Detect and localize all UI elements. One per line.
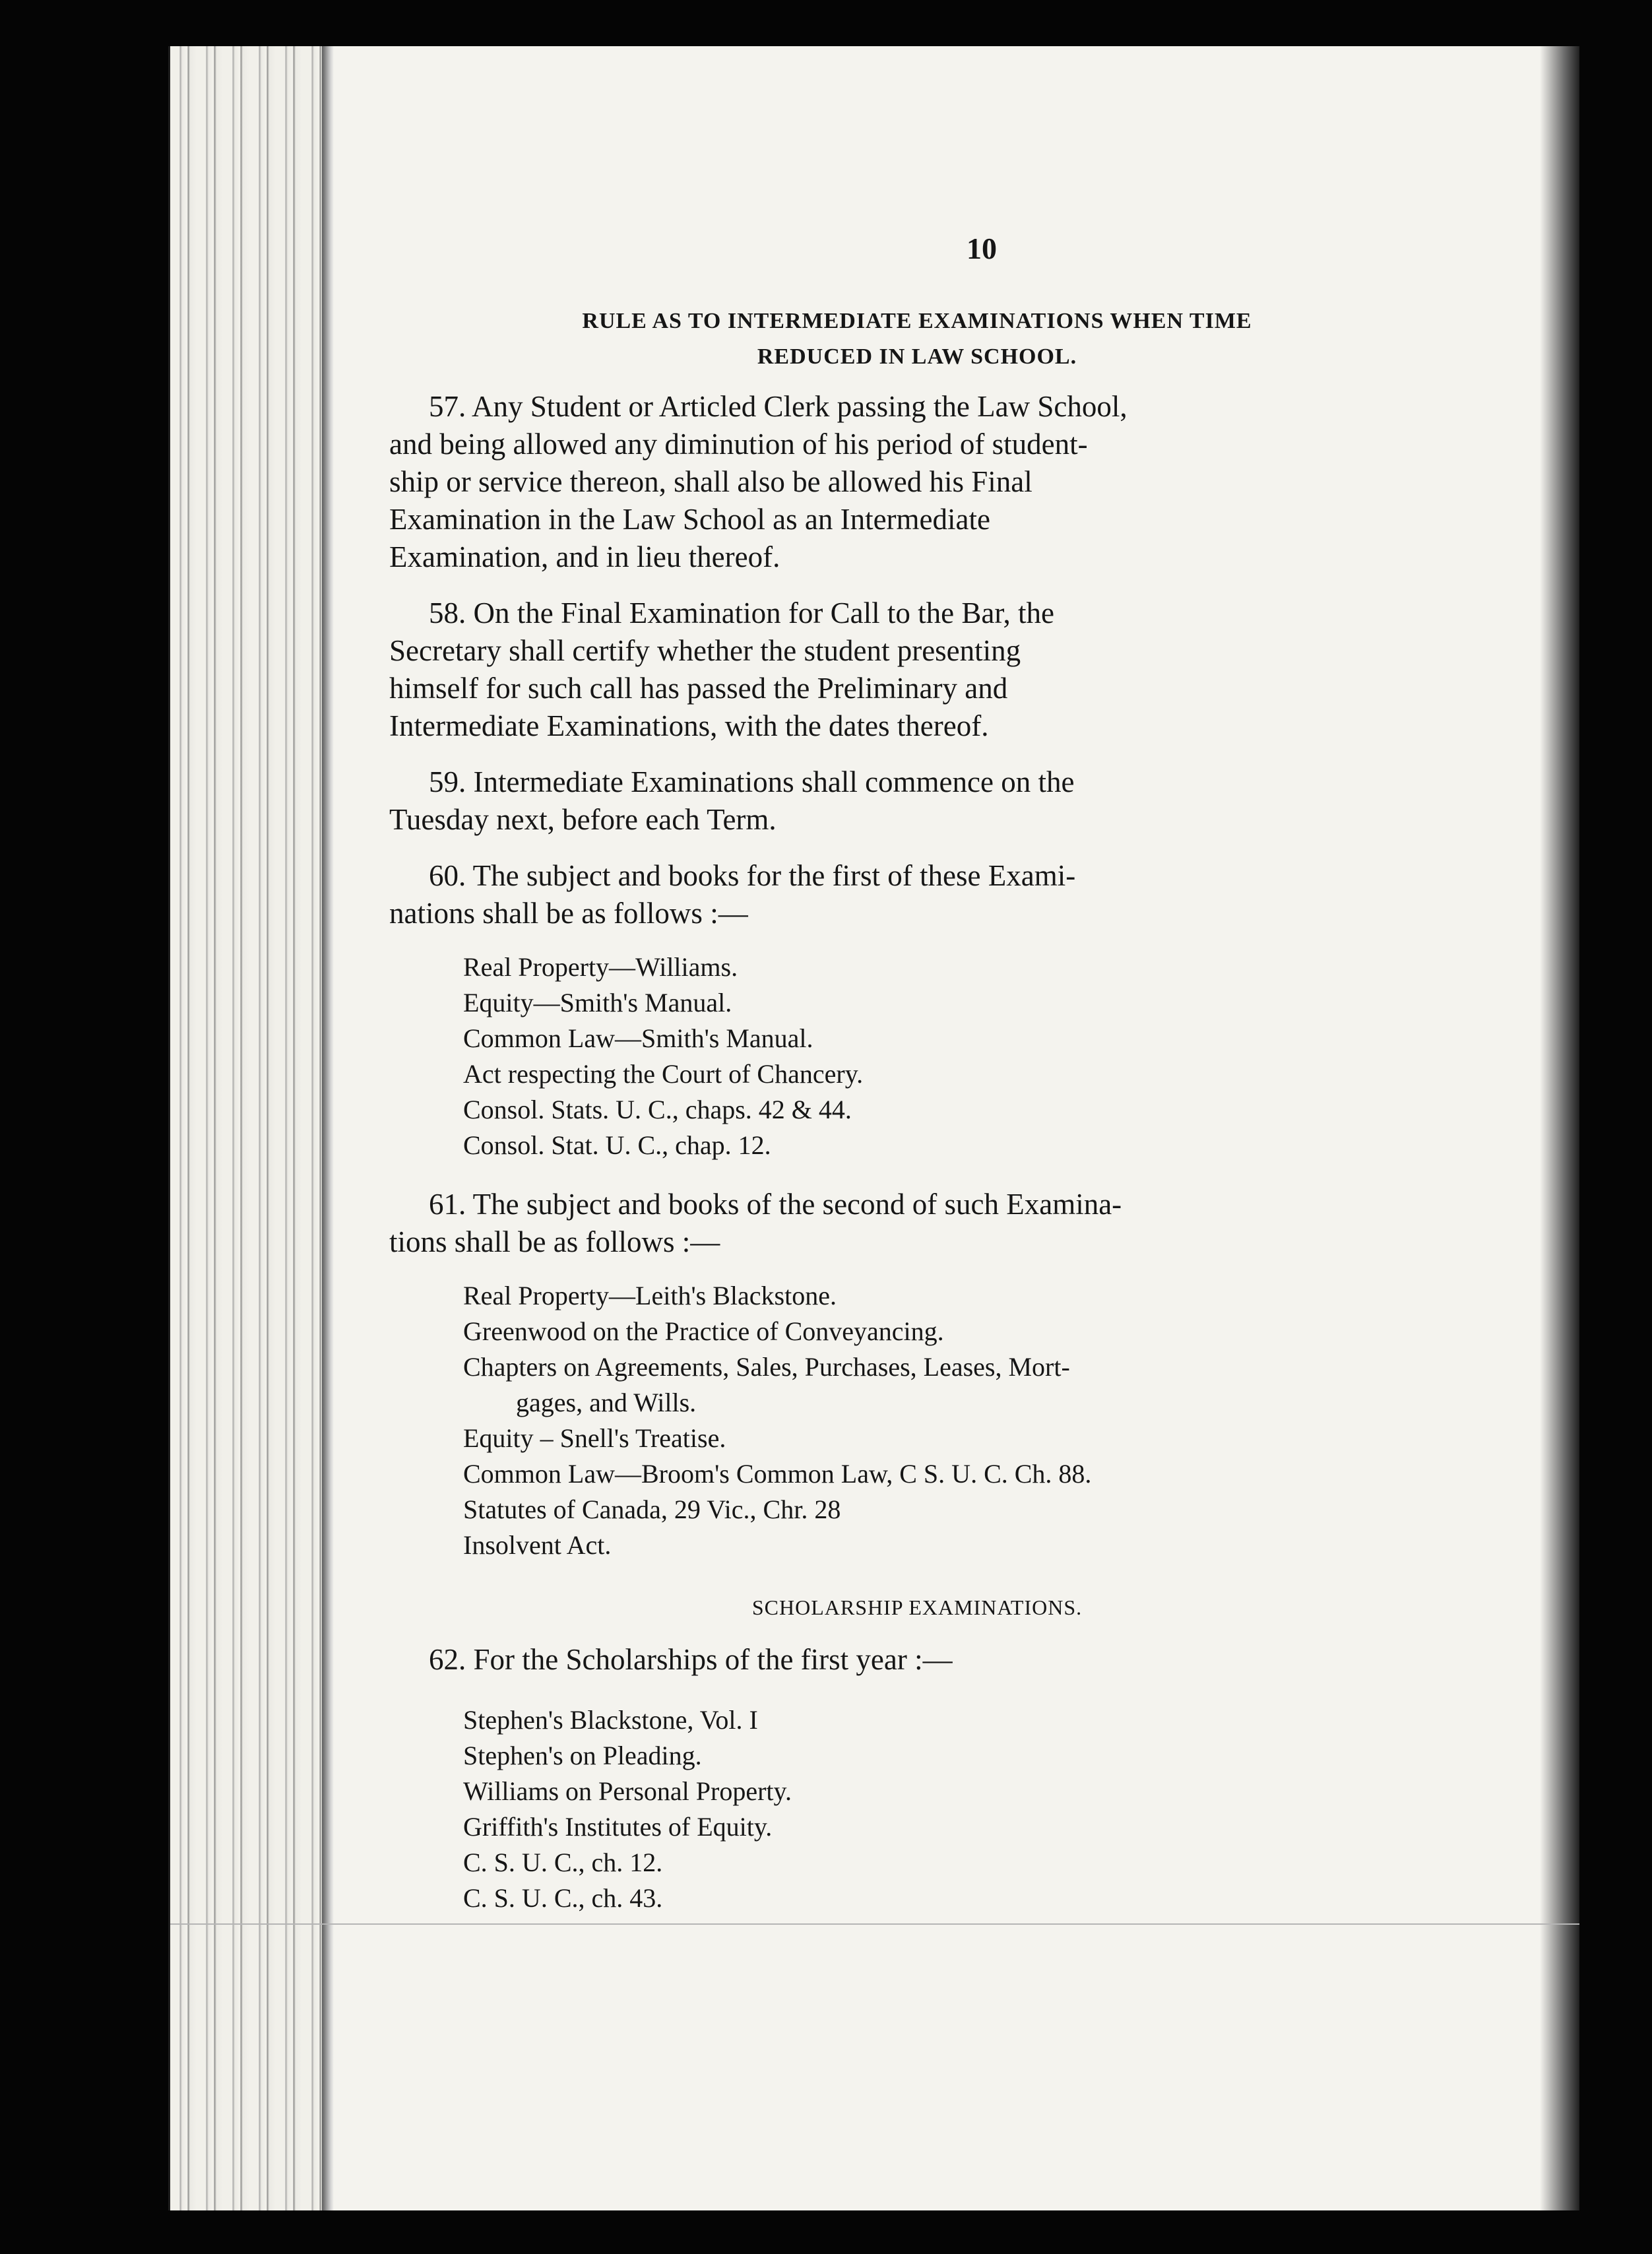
list-scholarship-books [463, 1702, 1471, 1916]
paragraph-57 [389, 388, 1471, 576]
p60-line-2: nations shall be as follows :— [389, 897, 748, 930]
list-item: gages, and Wills. [516, 1388, 697, 1417]
p60-line-1: 60. The subject and books for the first of these Exami- [429, 859, 1076, 892]
list-second-exam-books [463, 1278, 1471, 1563]
p57-line-5: Examination, and in lieu thereof. [389, 540, 780, 573]
list-item: C. S. U. C., ch. 12. [463, 1848, 663, 1877]
list-item: Real Property—Williams. [463, 952, 738, 982]
p57-line-3: ship or service thereon, shall also be allowed his Final [389, 465, 1032, 498]
list-item: Common Law—Smith's Manual. [463, 1023, 813, 1053]
heading-line-1: RULE AS TO INTERMEDIATE EXAMINATIONS WHEN TIME [582, 309, 1252, 333]
list-item: Statutes of Canada, 29 Vic., Chr. 28 [463, 1495, 841, 1524]
page-number: 10 [967, 232, 997, 265]
list-item: Common Law—Broom's Common Law, C S. U. C. Ch. 88. [463, 1459, 1092, 1489]
list-item: Stephen's on Pleading. [463, 1741, 702, 1770]
page-content [389, 304, 1471, 1916]
p57-line-1: 57. Any Student or Articled Clerk passing the Law School, [429, 390, 1128, 423]
list-item: Equity—Smith's Manual. [463, 988, 732, 1017]
scan-artifact-line [170, 1923, 1579, 1925]
list-item: Stephen's Blackstone, Vol. I [463, 1705, 758, 1735]
p58-line-4: Intermediate Examinations, with the dates thereof. [389, 709, 989, 742]
list-item: C. S. U. C., ch. 43. [463, 1883, 663, 1913]
list-item: Consol. Stats. U. C., chaps. 42 & 44. [463, 1095, 852, 1124]
p62-line-1: 62. For the Scholarships of the first year :— [429, 1643, 953, 1676]
section-heading-intermediate [363, 304, 1471, 375]
p59-line-1: 59. Intermediate Examinations shall commence on the [429, 765, 1075, 798]
paragraph-58 [389, 595, 1471, 745]
p58-line-3: himself for such call has passed the Preliminary and [389, 672, 1008, 705]
list-item: Williams on Personal Property. [463, 1776, 792, 1806]
p57-line-2: and being allowed any diminution of his period of student- [389, 428, 1088, 461]
p61-line-1: 61. The subject and books of the second of such Examina- [429, 1188, 1122, 1221]
list-item: Real Property—Leith's Blackstone. [463, 1281, 837, 1310]
list-item: Act respecting the Court of Chancery. [463, 1059, 864, 1089]
list-item: Equity – Snell's Treatise. [463, 1423, 726, 1453]
page-right-shadow [1540, 46, 1579, 2210]
list-item: Griffith's Institutes of Equity. [463, 1812, 773, 1842]
p59-line-2: Tuesday next, before each Term. [389, 803, 777, 836]
p57-line-4: Examination in the Law School as an Intermediate [389, 503, 990, 536]
paragraph-61 [389, 1186, 1471, 1563]
list-item: Consol. Stat. U. C., chap. 12. [463, 1130, 771, 1160]
list-item: Chapters on Agreements, Sales, Purchases, Leases, Mort- [463, 1352, 1070, 1382]
paragraph-59 [389, 763, 1471, 839]
binding-shadow [322, 46, 334, 2210]
list-item: Greenwood on the Practice of Conveyancing. [463, 1316, 944, 1346]
heading-line-2: REDUCED IN LAW SCHOOL. [757, 344, 1077, 369]
page-binding-edge [170, 46, 322, 2210]
list-first-exam-books [463, 950, 1471, 1163]
p61-line-2: tions shall be as follows :— [389, 1225, 720, 1258]
list-item: Insolvent Act. [463, 1530, 612, 1560]
paragraph-60 [389, 857, 1471, 1163]
paragraph-62 [389, 1641, 1471, 1916]
section-heading-scholarship: SCHOLARSHIP EXAMINATIONS. [751, 1595, 1083, 1619]
p58-line-1: 58. On the Final Examination for Call to the Bar, the [429, 596, 1055, 629]
p58-line-2: Secretary shall certify whether the student presenting [389, 634, 1021, 667]
